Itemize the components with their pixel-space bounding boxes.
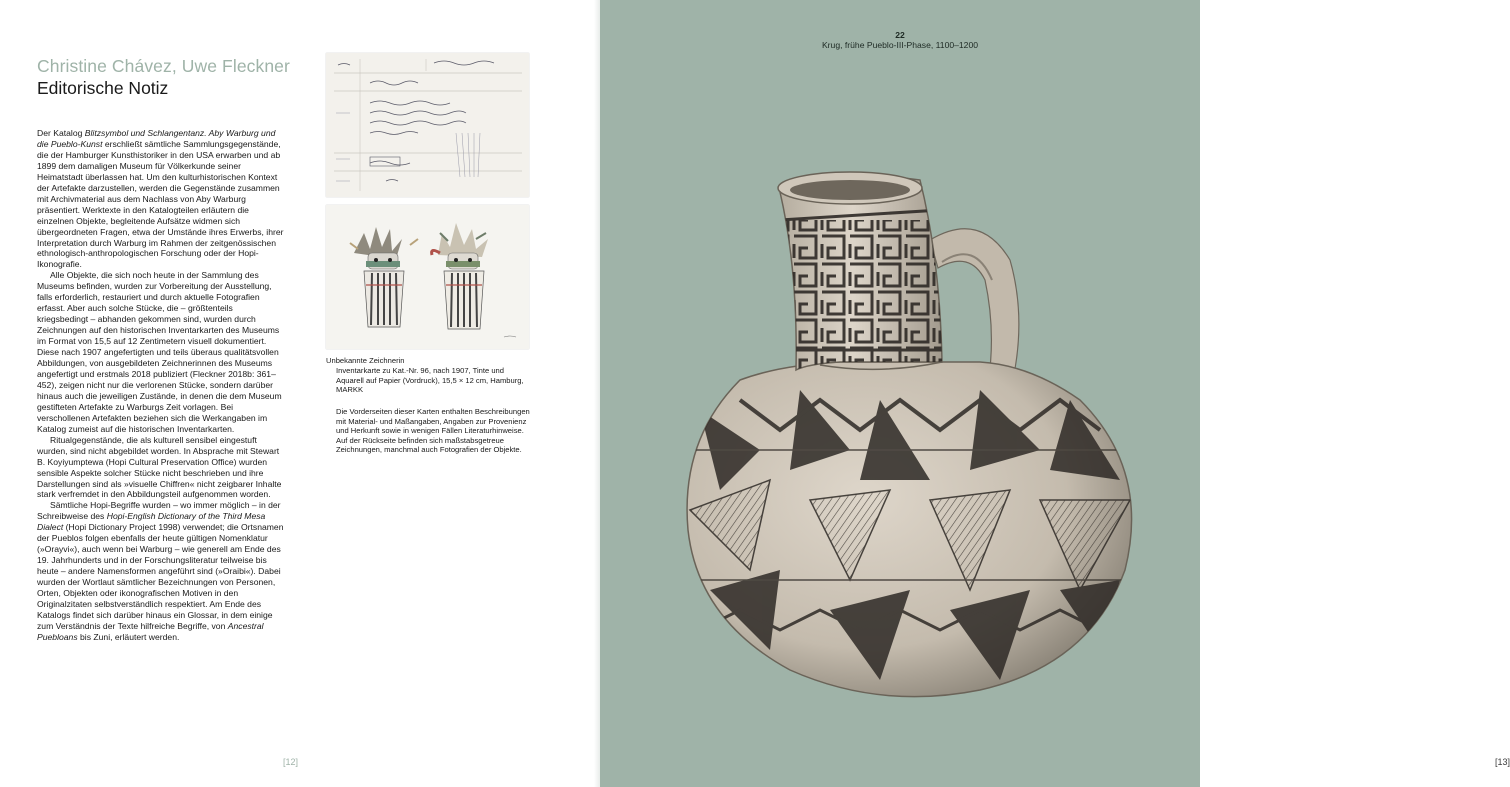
inventory-card-drawing-image xyxy=(326,205,529,349)
page-number-left: [12] xyxy=(283,757,299,767)
body-paragraph xyxy=(37,128,285,270)
italic-title-span: Ancestral Puebloans xyxy=(37,620,264,642)
text-span: erschließt sämtliche Sammlungsgegenstände, die der Hamburger Kunsthistoriker in den USA erwarben und ab 1899 dem damaligen Museum für Völkerkunde seiner Heimatstadt überlassen hat. Um den kulturhistorischen Kontext der Artefakte darzustellen, werden die Gegenstände zusammen mit Archivmaterial aus dem Nachlass von Aby Warburg präsentiert. Werktexte in den Katalogteilen erläutern die einzelnen Objekte, begleitende Aufsätze widmen sich übergeordneten Fragen, etwa der Umstände ihres Erwerbs, ihrer Interpretation durch Warburg im Rahmen der zeitgenössischen ethnologisch-anthropologischen Forschung oder der Hopi-Ikonografie. xyxy=(37,138,284,270)
italic-title-span: Blitzsymbol und Schlangentanz. Aby Warburg und die Pueblo-Kunst xyxy=(37,128,276,149)
catalog-title: Krug, frühe Pueblo-III-Phase, 1100–1200 xyxy=(821,40,979,50)
text-span: Der Katalog xyxy=(37,128,85,138)
right-page xyxy=(600,0,1510,787)
inventory-card-front-image xyxy=(326,53,529,197)
body-paragraph xyxy=(37,435,285,501)
catalog-number: 22 xyxy=(895,30,905,40)
italic-title-span: Hopi-English Dictionary of the Third Mesa Dialect xyxy=(37,511,266,533)
figure-caption: Inventarkarte zu Kat.-Nr. 96, nach 1907, Tinte und Aquarell auf Papier (Vordruck), 15,5 × 12 cm, Hamburg, MARKK xyxy=(336,366,524,394)
authors: Christine Chávez, Uwe Fleckner xyxy=(37,56,290,76)
page-heading: Editorische Notiz xyxy=(37,78,169,98)
left-page xyxy=(0,0,600,787)
figure-caption-author: Unbekannte Zeichnerin xyxy=(326,356,405,365)
text-span: (Hopi Dictionary Project 1998) verwendet; die Ortsnamen der Pueblos folgen ebenfalls der heute gültigen Nomenklatur (»Orayvi«), auch wenn bei Warburg – wie generell am Ende des 19. Jahrhunderts und in der Forschungsliteratur teilweise bis heute – andere Namensformen angeführt sind (»Oraibi«). Dabei wurden der Wortlaut sämtlicher Bezeichnungen von Personen, Orten, Objekten oder ikonografischen Motiven in den Originalzitaten selbstverständlich respektiert. Am Ende des Katalogs findet sich darüber hinaus ein Glossar, in dem einige zum Verständnis der Texte hilfreiche Begriffe, von xyxy=(37,522,284,631)
text-span: Alle Objekte, die sich noch heute in der Sammlung des Museums befinden, wurden zur Vorbereitung der Ausstellung, falls erforderlich, restauriert und durch aktuelle Fotografien erfasst. Aber auch solche Stücke, die – größtenteils kriegsbedingt – abhanden gekommen sind, wurden durch Zeichnungen auf den historischen Inventarkarten des Museums im Format von 15,5 auf 12 Zentimetern visuell dokumentiert. Diese nach 1907 angefertigten und teils überaus qualitätsvollen Abbildungen, von ausgebildeten Zeichnerinnen des Museums angefertigt und erstmals 2018 publiziert (Fleckner 2018b: 361–452), zeigen nicht nur die verlorenen Stücke, sondern darüber hinaus auch die jeweiligen Zustände, in denen die dem Museum gestifteten Artefakte zu Warburgs Zeit vorlagen. Bei verschollenen Artefakten beziehen sich die Werkangaben im Katalog zumeist auf die historischen Inventarkarten. xyxy=(37,270,282,434)
text-span: Ritualgegenstände, die als kulturell sensibel eingestuft wurden, sind nicht abgebildet worden. In Absprache mit Stewart B. Koyiyumptewa (Hopi Cultural Preservation Office) wurden sensible Aspekte solcher Stücke nicht beschrieben und ihre Darstellungen sind als »visuelle Chiffren« nicht zeigbarer Inhalte stark verfremdet in den Abbildungsteil aufgenommen worden. xyxy=(37,434,282,500)
text-span: Sämtliche Hopi-Begriffe wurden – wo immer möglich – in der Schreibweise des xyxy=(37,500,281,522)
body-text xyxy=(37,128,285,643)
text-span: bis Zuni, erläutert werden. xyxy=(77,631,180,642)
figure-caption-note: Die Vorderseiten dieser Karten enthalten Beschreibungen mit Material- und Maßangaben, Angaben zur Provenienz und Herkunft sowie in wenigen Fällen Literaturhinweise. Auf der Rückseite befinden sich maßstabsgetreue Zeichnungen, manchmal auch Fotografien der Objekte. xyxy=(336,407,530,454)
body-paragraph xyxy=(37,500,285,642)
pueblo-jug-photo xyxy=(680,150,1170,735)
body-paragraph xyxy=(37,270,285,434)
page-number-right: [13] xyxy=(1495,757,1510,767)
